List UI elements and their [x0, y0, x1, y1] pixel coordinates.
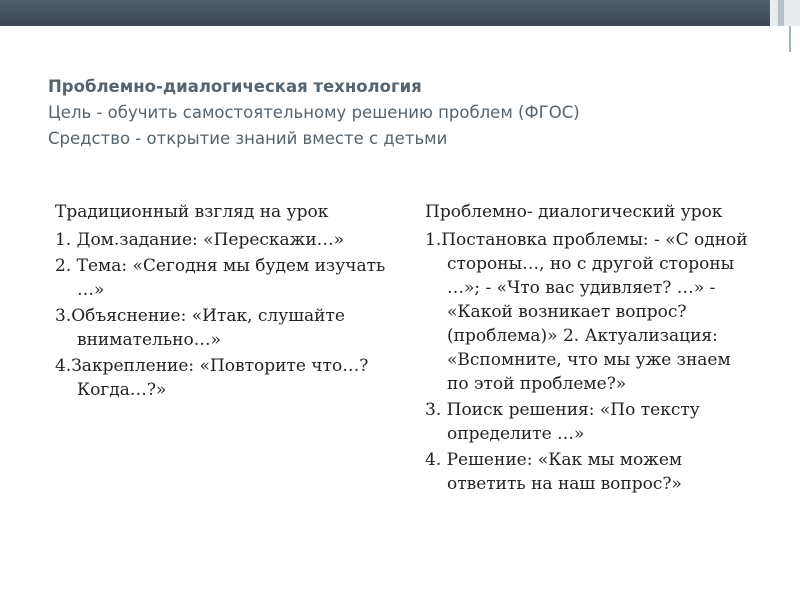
right-column-heading: Проблемно- диалогический урок — [425, 202, 723, 222]
list-item: 2. Тема: «Сегодня мы будем изучать …» — [55, 256, 386, 300]
header-bar — [0, 0, 800, 26]
left-column — [55, 200, 405, 404]
title-line-3: Средство - открытие знаний вместе с детьми — [48, 129, 448, 148]
title-line-2: Цель - обучить самостоятельному решению проблем (ФГОС) — [48, 103, 580, 122]
title-line-1: Проблемно-диалогическая технология — [48, 77, 422, 96]
list-item: 3.Объяснение: «Итак, слушайте внимательно…» — [55, 306, 345, 350]
header-accent-strip — [778, 0, 784, 26]
list-item: 3. Поиск решения: «По тексту определите …» — [425, 400, 700, 444]
list-item: 1. Дом.задание: «Перескажи…» — [55, 230, 345, 250]
right-column — [425, 200, 755, 498]
list-item: 4.Закрепление: «Повторите что…? Когда…?» — [55, 356, 369, 400]
left-column-heading: Традиционный взгляд на урок — [55, 202, 329, 222]
list-item: 4. Решение: «Как мы можем ответить на наш вопрос?» — [425, 450, 683, 494]
list-item: 1.Постановка проблемы: - «С одной стороны…, но с другой стороны …»; - «Что вас удивляет? …» - «Какой возникает вопрос? (проблема)» 2. Актуализация: «Вспомните, что мы уже знаем по этой проблеме?» — [425, 230, 748, 394]
header-accent — [770, 0, 800, 26]
side-decor-line — [789, 26, 791, 52]
slide-title — [48, 74, 768, 152]
